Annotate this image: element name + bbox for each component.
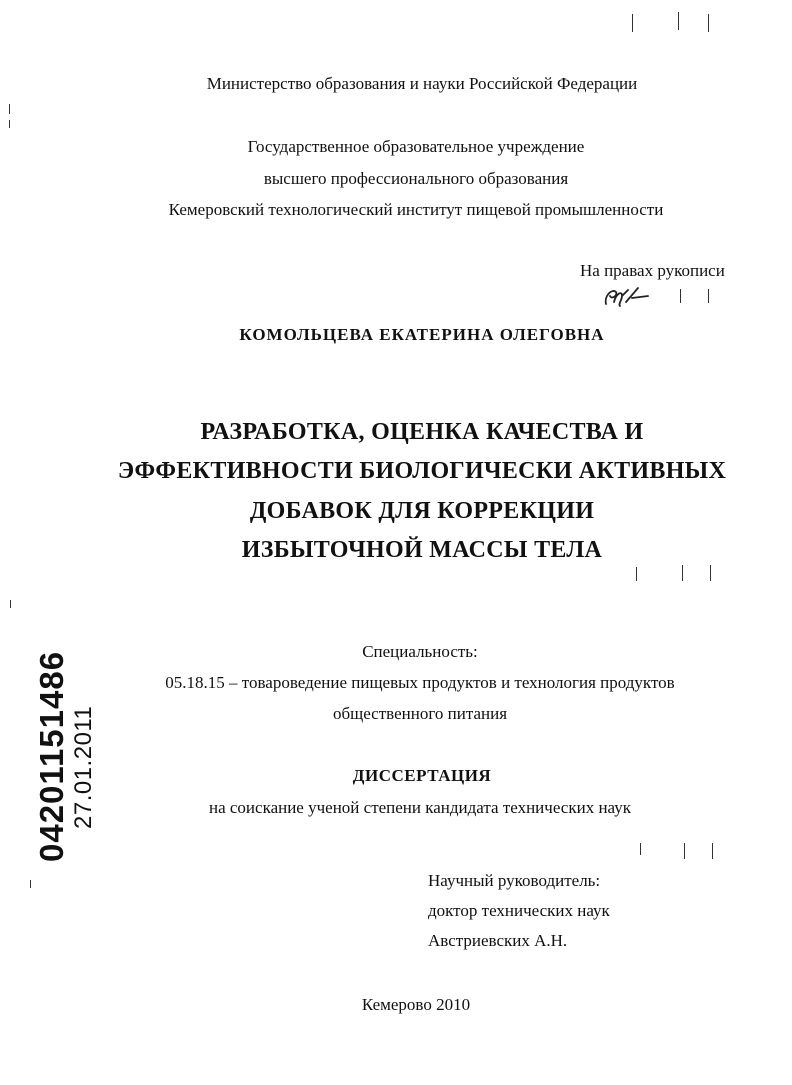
place-year: Кемерово 2010: [361, 995, 471, 1014]
specialty-label: Специальность:: [362, 642, 478, 661]
dissertation-title-line: РАЗРАБОТКА, ОЦЕНКА КАЧЕСТВА И: [200, 419, 644, 445]
dissertation-title-line: ДОБАВОК ДЛЯ КОРРЕКЦИИ: [249, 498, 595, 524]
institution-line: Государственное образовательное учреждение: [247, 137, 585, 156]
scan-mark: [708, 289, 709, 303]
scan-mark: [10, 600, 11, 608]
scan-mark: [30, 880, 31, 888]
degree-purpose: на соискание ученой степени кандидата технических наук: [208, 798, 631, 817]
scan-mark: [678, 12, 679, 30]
dissertation-title-line: ЭФФЕКТИВНОСТИ БИОЛОГИЧЕСКИ АКТИВНЫХ: [117, 458, 727, 484]
supervisor-degree: доктор технических наук: [428, 901, 610, 920]
ministry-line: Министерство образования и науки Российской Федерации: [206, 74, 638, 93]
scan-mark: [640, 843, 641, 855]
manuscript-note: На правах рукописи: [580, 261, 725, 280]
scan-mark: [9, 120, 10, 128]
signature-icon: [602, 282, 652, 312]
supervisor-label: Научный руководитель:: [428, 871, 601, 890]
scan-mark: [684, 843, 685, 859]
supervisor-name: Австриевских А.Н.: [428, 931, 568, 950]
institution-line: высшего профессионального образования: [263, 169, 569, 188]
institution-line: Кемеровский технологический институт пищевой промышленности: [168, 200, 664, 219]
scan-mark: [9, 104, 10, 114]
specialty-line: общественного питания: [332, 704, 508, 723]
scan-mark: [632, 14, 633, 32]
scan-mark: [680, 289, 681, 303]
library-stamp-id: 04201151486: [33, 650, 70, 862]
specialty-code-line: 05.18.15 – товароведение пищевых продуктов и технология продуктов: [165, 673, 675, 692]
library-stamp-date: 27.01.2011: [70, 705, 97, 829]
dissertation-title-line: ИЗБЫТОЧНОЙ МАССЫ ТЕЛА: [241, 537, 603, 563]
scan-mark: [708, 14, 709, 32]
dissertation-label: ДИССЕРТАЦИЯ: [352, 766, 492, 785]
scan-mark: [712, 843, 713, 859]
author-name: КОМОЛЬЦЕВА ЕКАТЕРИНА ОЛЕГОВНА: [239, 325, 605, 344]
